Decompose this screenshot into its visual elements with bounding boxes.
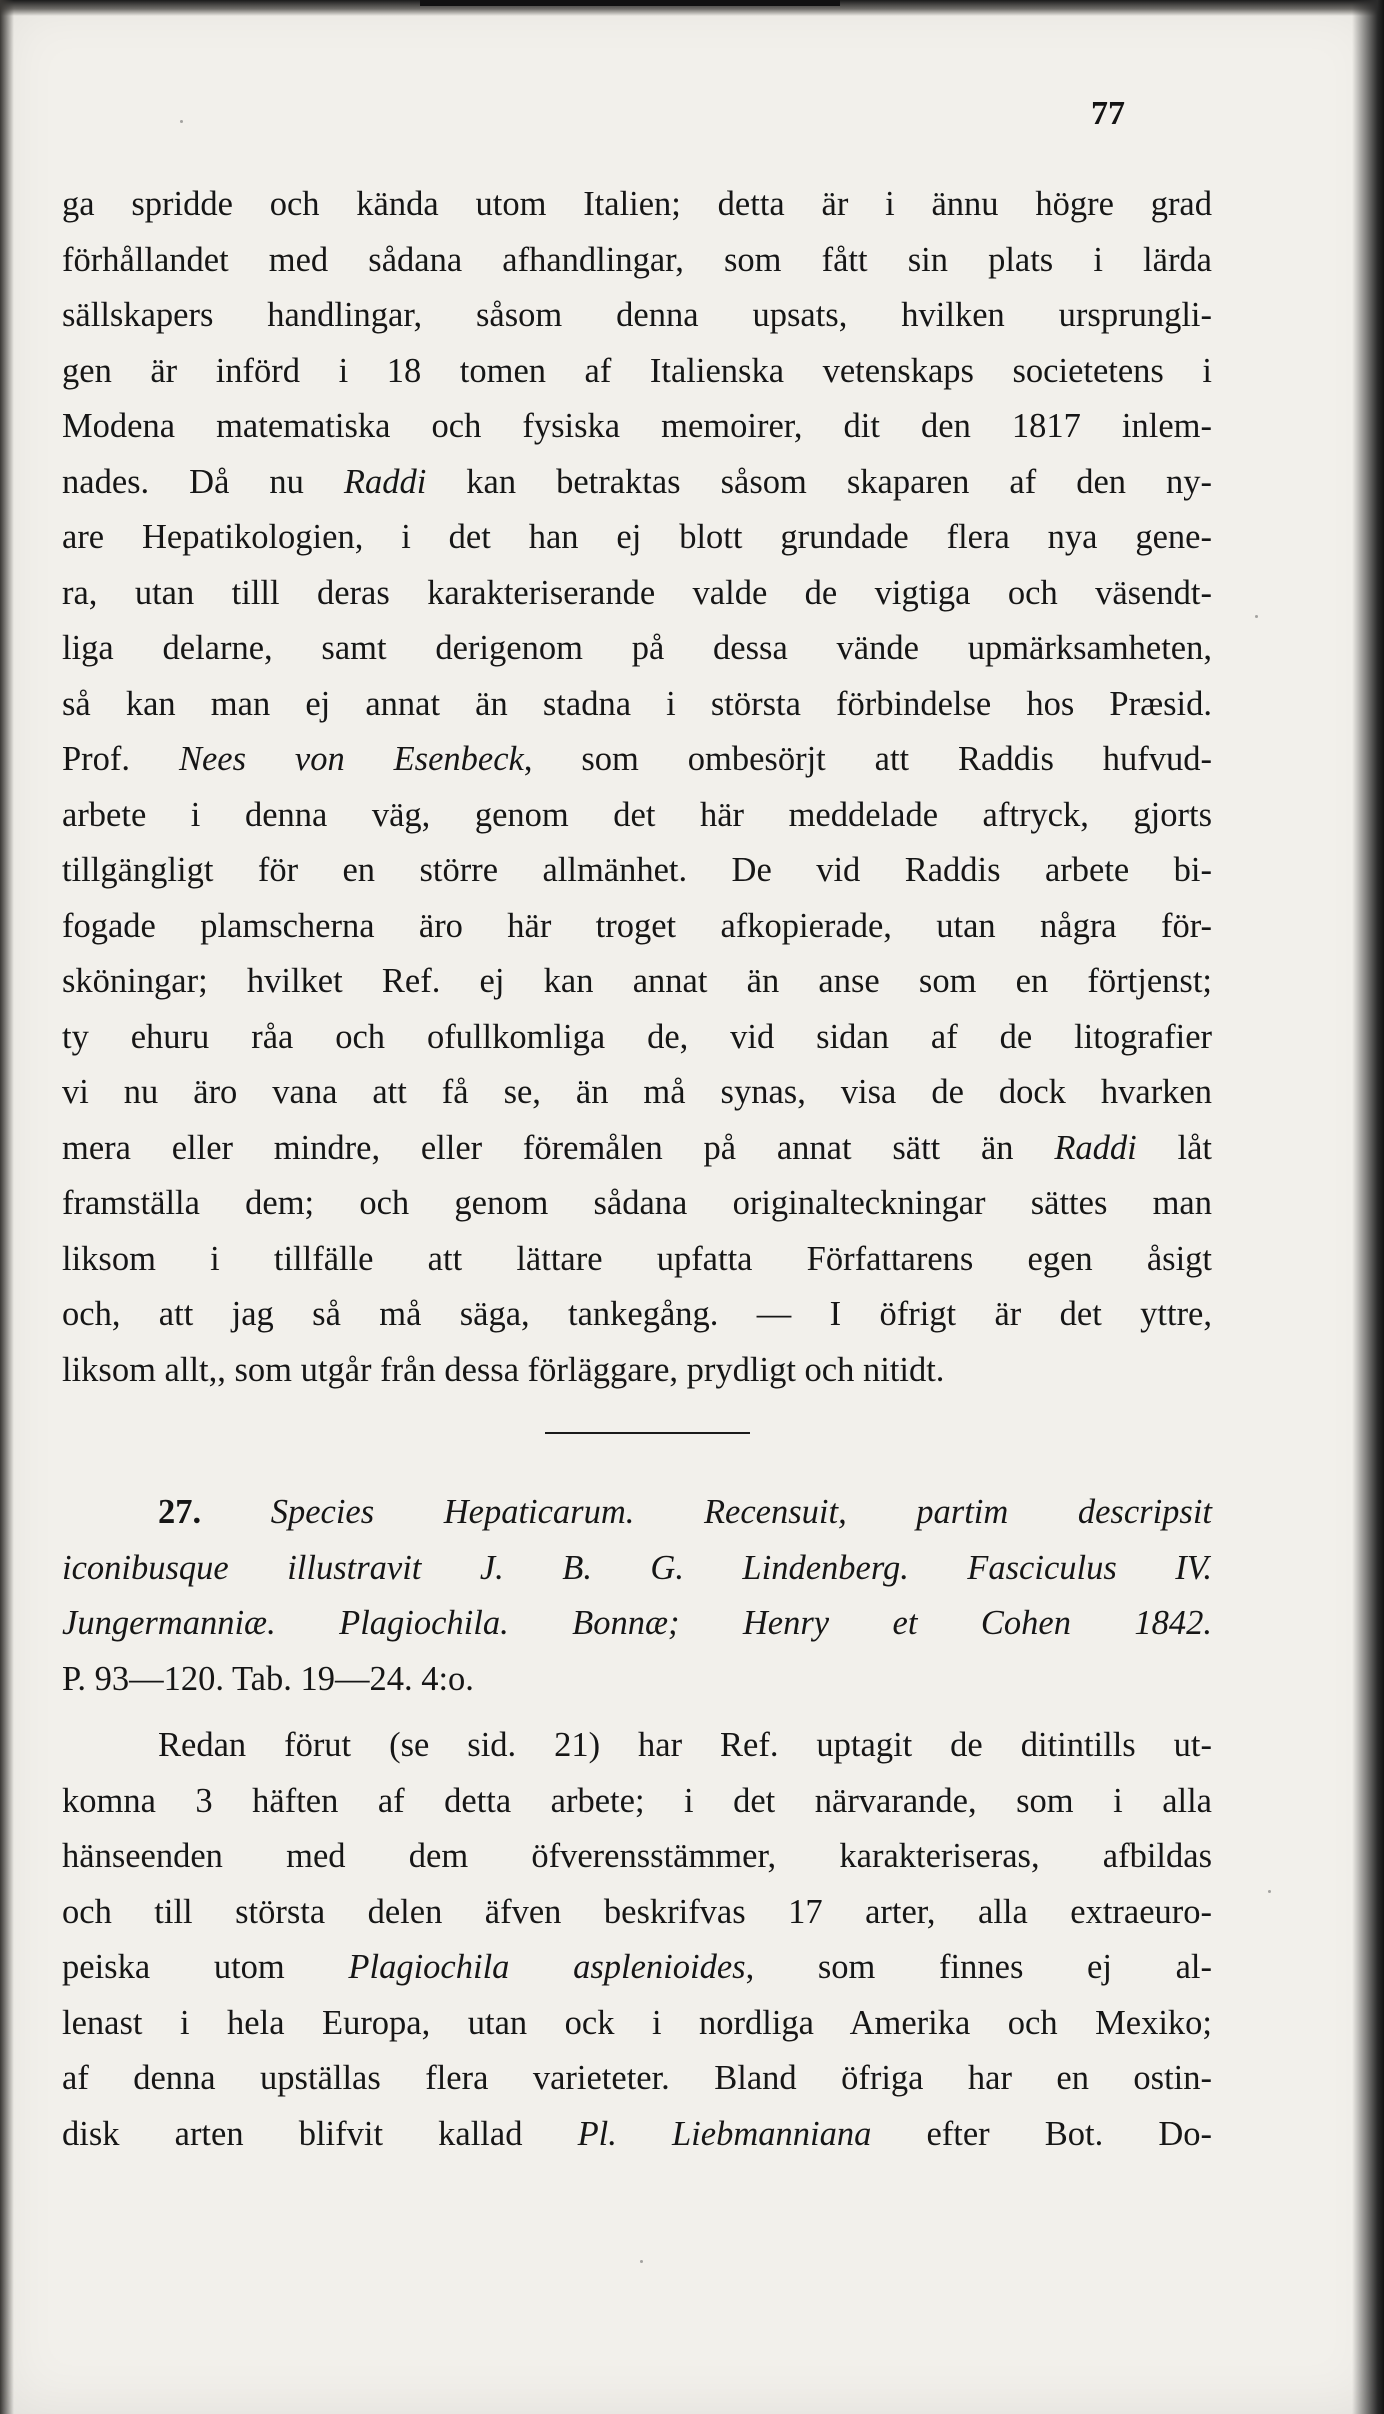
text-line: och till största delen äfven beskrifvas 17 arter, alla extraeuro-	[62, 1892, 1212, 1931]
text-line: sköningar; hvilket Ref. ej kan annat än anse som en förtjenst;	[62, 962, 1212, 1000]
italic-name: Raddi	[343, 462, 427, 501]
italic-name: Pl. Liebmanniana	[577, 2114, 872, 2153]
text-fragment: låt	[1136, 1128, 1212, 1167]
text-line	[62, 2107, 1212, 2163]
text-line: ga spridde och kända utom Italien; detta är i ännu högre grad	[62, 185, 1212, 223]
text-line: lenast i hela Europa, utan ock i nordliga Amerika och Mexiko;	[62, 2003, 1212, 2042]
text-line: förhållandet med sådana afhandlingar, som fått sin plats i lärda	[62, 240, 1212, 279]
text-fragment: disk arten blifvit kallad	[62, 2114, 578, 2153]
page-number: 77	[1091, 95, 1125, 132]
paragraph-entry-review	[62, 1718, 1212, 2162]
text-fragment: efter Bot. Do-	[871, 2114, 1212, 2153]
text-line: gen är införd i 18 tomen af Italienska vetenskaps societetens i	[62, 351, 1212, 390]
text-line: ra, utan tilll deras karakteriserande valde de vigtiga och väsendt-	[62, 573, 1212, 612]
text-line: och, att jag så må säga, tankegång. — I öfrigt är det yttre,	[62, 1295, 1212, 1333]
paper-speck	[1268, 1890, 1271, 1893]
page-left-shadow	[0, 0, 14, 2414]
text-line: så kan man ej annat än stadna i största förbindelse hos Præsid.	[62, 684, 1212, 723]
text-line: komna 3 häften af detta arbete; i det närvarande, som i alla	[62, 1781, 1212, 1820]
text-line: fogade plamscherna äro här troget afkopierade, utan några för-	[62, 906, 1212, 945]
text-fragment: nades. Då nu	[62, 462, 344, 501]
italic-name: Raddi	[1054, 1128, 1137, 1167]
top-binding-mark	[420, 0, 840, 6]
paper-speck	[640, 2260, 643, 2263]
entry-title-line	[62, 1596, 1212, 1652]
text-line: af denna upställas flera varieteter. Bland öfriga har en ostin-	[62, 2059, 1212, 2097]
page-right-shadow	[1352, 0, 1384, 2414]
entry-title-line	[62, 1485, 1212, 1541]
text-line: tillgängligt för en större allmänhet. De vid Raddis arbete bi-	[62, 851, 1212, 889]
text-line: Redan förut (se sid. 21) har Ref. uptagit de ditintills ut-	[158, 1726, 1212, 1764]
entry-title-text: iconibusque illustravit J. B. G. Lindenberg. Fasciculus IV.	[62, 1548, 1212, 1587]
entry-title-text: Jungermanniæ. Plagiochila. Bonnæ; Henry et Cohen 1842.	[62, 1604, 1212, 1642]
text-line: framställa dem; och genom sådana originalteckningar sättes man	[62, 1184, 1212, 1222]
text-fragment: , som finnes ej al-	[745, 1948, 1213, 1986]
text-line: Modena matematiska och fysiska memoirer, dit den 1817 inlem-	[62, 407, 1212, 445]
text-fragment: , som ombesörjt att Raddis hufvud-	[523, 740, 1212, 778]
italic-name: Plagiochila asplenioides	[348, 1948, 746, 1986]
text-line: arbete i denna väg, genom det här meddelade aftryck, gjorts	[62, 795, 1212, 834]
entry-title-line	[62, 1541, 1212, 1597]
paragraph-review-continued	[62, 177, 1212, 1398]
paper-speck	[180, 120, 183, 123]
paper-speck	[1255, 615, 1258, 618]
bibliographic-entry	[62, 1485, 1212, 1707]
text-line: liksom i tillfälle att lättare upfatta Författarens egen åsigt	[62, 1239, 1212, 1278]
text-line: liga delarne, samt derigenom på dessa vände upmärksamheten,	[62, 629, 1212, 667]
text-line	[62, 455, 1212, 511]
text-fragment: kan betraktas såsom skaparen af den ny-	[426, 462, 1213, 501]
text-line: are Hepatikologien, i det han ej blott grundade flera nya gene-	[62, 518, 1212, 556]
text-line	[62, 1121, 1212, 1177]
text-line: hänseenden med dem öfverensstämmer, karakteriseras, afbildas	[62, 1837, 1212, 1875]
text-line	[62, 1940, 1212, 1996]
entry-title-text: Species Hepaticarum. Recensuit, partim descripsit	[270, 1493, 1213, 1531]
text-fragment: peiska utom	[62, 1948, 349, 1986]
text-line	[62, 732, 1212, 788]
entry-number: 27.	[158, 1493, 202, 1531]
text-line: ty ehuru råa och ofullkomliga de, vid sidan af de litografier	[62, 1017, 1212, 1056]
section-divider	[545, 1432, 750, 1434]
text-fragment: Prof.	[62, 740, 179, 778]
entry-pagination-line: P. 93—120. Tab. 19—24. 4:o.	[62, 1659, 474, 1698]
text-line: vi nu äro vana att få se, än må synas, visa de dock hvarken	[62, 1073, 1212, 1111]
italic-name: Nees von Esenbeck	[178, 740, 524, 778]
text-fragment: mera eller mindre, eller föremålen på annat sätt än	[62, 1128, 1055, 1167]
text-line: liksom allt,, som utgår från dessa förläggare, prydligt och nitidt.	[62, 1350, 945, 1389]
text-line: sällskapers handlingar, såsom denna upsats, hvilken ursprungli-	[62, 296, 1212, 334]
